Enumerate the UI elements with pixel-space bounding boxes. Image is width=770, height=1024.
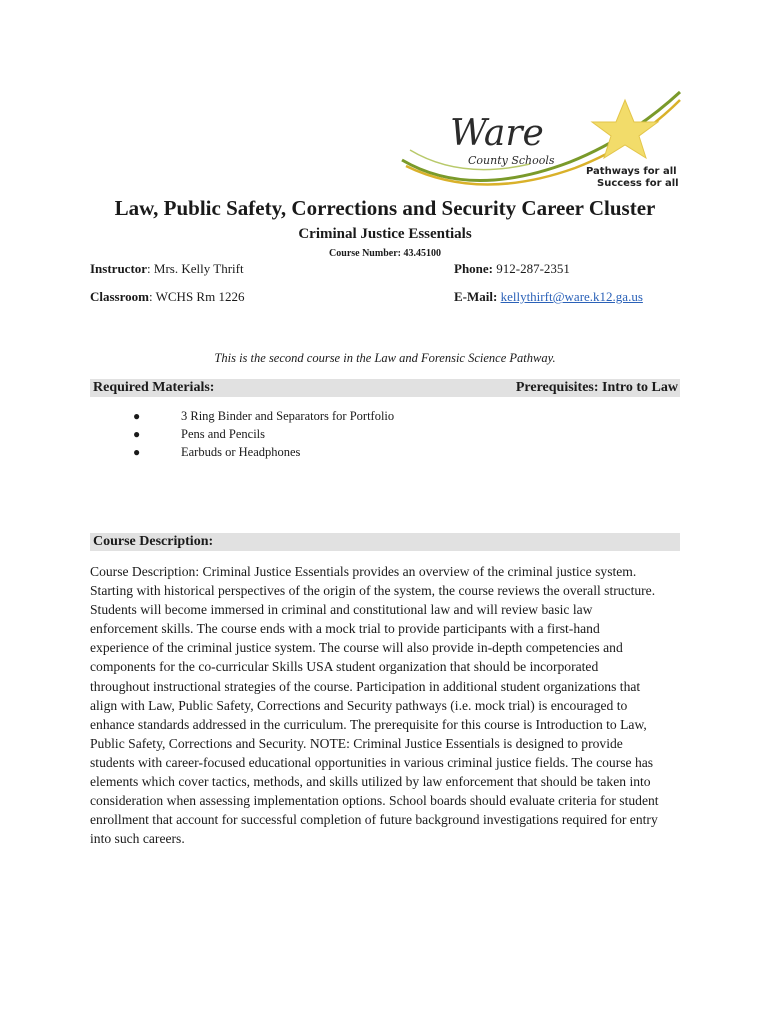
description-bar	[90, 533, 680, 551]
ware-county-schools-logo	[400, 90, 682, 190]
classroom-value: : WCHS Rm 1226	[148, 289, 245, 304]
list-item: ● Earbuds or Headphones	[133, 445, 301, 459]
instructor-value: : Mrs. Kelly Thrift	[147, 261, 244, 276]
phone-label: Phone:	[454, 261, 493, 276]
phone-field	[454, 261, 570, 277]
course-number: Course Number: 43.45100	[329, 248, 441, 259]
bullet-icon: ●	[133, 445, 141, 459]
logo-tagline-2: Success for all	[597, 178, 679, 189]
star-icon	[592, 100, 658, 158]
materials-heading: Required Materials:	[93, 380, 215, 395]
materials-list	[130, 407, 394, 461]
logo-name: Ware	[450, 113, 544, 154]
bullet-icon: ●	[133, 409, 141, 423]
instructor-field	[90, 261, 244, 277]
course-title: Criminal Justice Essentials	[298, 226, 472, 242]
logo-tagline-1: Pathways for all	[586, 166, 677, 177]
classroom-label: Classroom	[90, 289, 149, 304]
email-label: E-Mail:	[454, 289, 498, 304]
pathway-note: This is the second course in the Law and Forensic Science Pathway.	[214, 351, 556, 365]
materials-bar	[90, 379, 680, 397]
bullet-icon: ●	[133, 427, 141, 441]
prerequisites-text: Prerequisites: Intro to Law	[515, 380, 678, 395]
course-description: Course Description: Criminal Justice Essentials provides an overview of the criminal justice system. Starting with historical perspectives of the origin of the system, the course reviews the overall structure. Students will become immersed in criminal and constitutional law and will review basic law enforcement skills. The course ends with a mock trial to provide participants with a first-hand experience of the criminal justice system. The course will also provide in-depth competencies and components for the co-curricular Skills USA student organization that should be incorporated throughout instructional strategies of the course. Participation in additional student organizations that align with Law, Public Safety, Corrections and Security pathways (i.e. mock trial) is encouraged to enhance standards addressed in the curriculum. The prerequisite for this course is Introduction to Law, Public Safety, Corrections and Security. NOTE: Criminal Justice Essentials is designed to provide students with career-focused educational opportunities in various criminal justice fields. The course has elements which cover tactics, methods, and skills utilized by law enforcement that should be taken into consideration when assessing implementation options. School boards should evaluate criteria for student enrollment that account for successful completion of future background investigations required for entry into such careers.	[90, 564, 659, 847]
email-link[interactable]: kellythirft@ware.k12.ga.us	[500, 289, 643, 304]
list-item: ● 3 Ring Binder and Separators for Portfolio	[133, 409, 395, 423]
email-field	[454, 289, 643, 305]
description-heading: Course Description:	[93, 534, 214, 549]
list-item: ● Pens and Pencils	[133, 427, 266, 441]
instructor-label: Instructor	[90, 261, 148, 276]
phone-value: 912-287-2351	[493, 261, 570, 276]
logo-subtitle: County Schools	[468, 154, 555, 167]
page-title: Law, Public Safety, Corrections and Security Career Cluster	[114, 196, 656, 220]
classroom-field	[90, 289, 244, 305]
